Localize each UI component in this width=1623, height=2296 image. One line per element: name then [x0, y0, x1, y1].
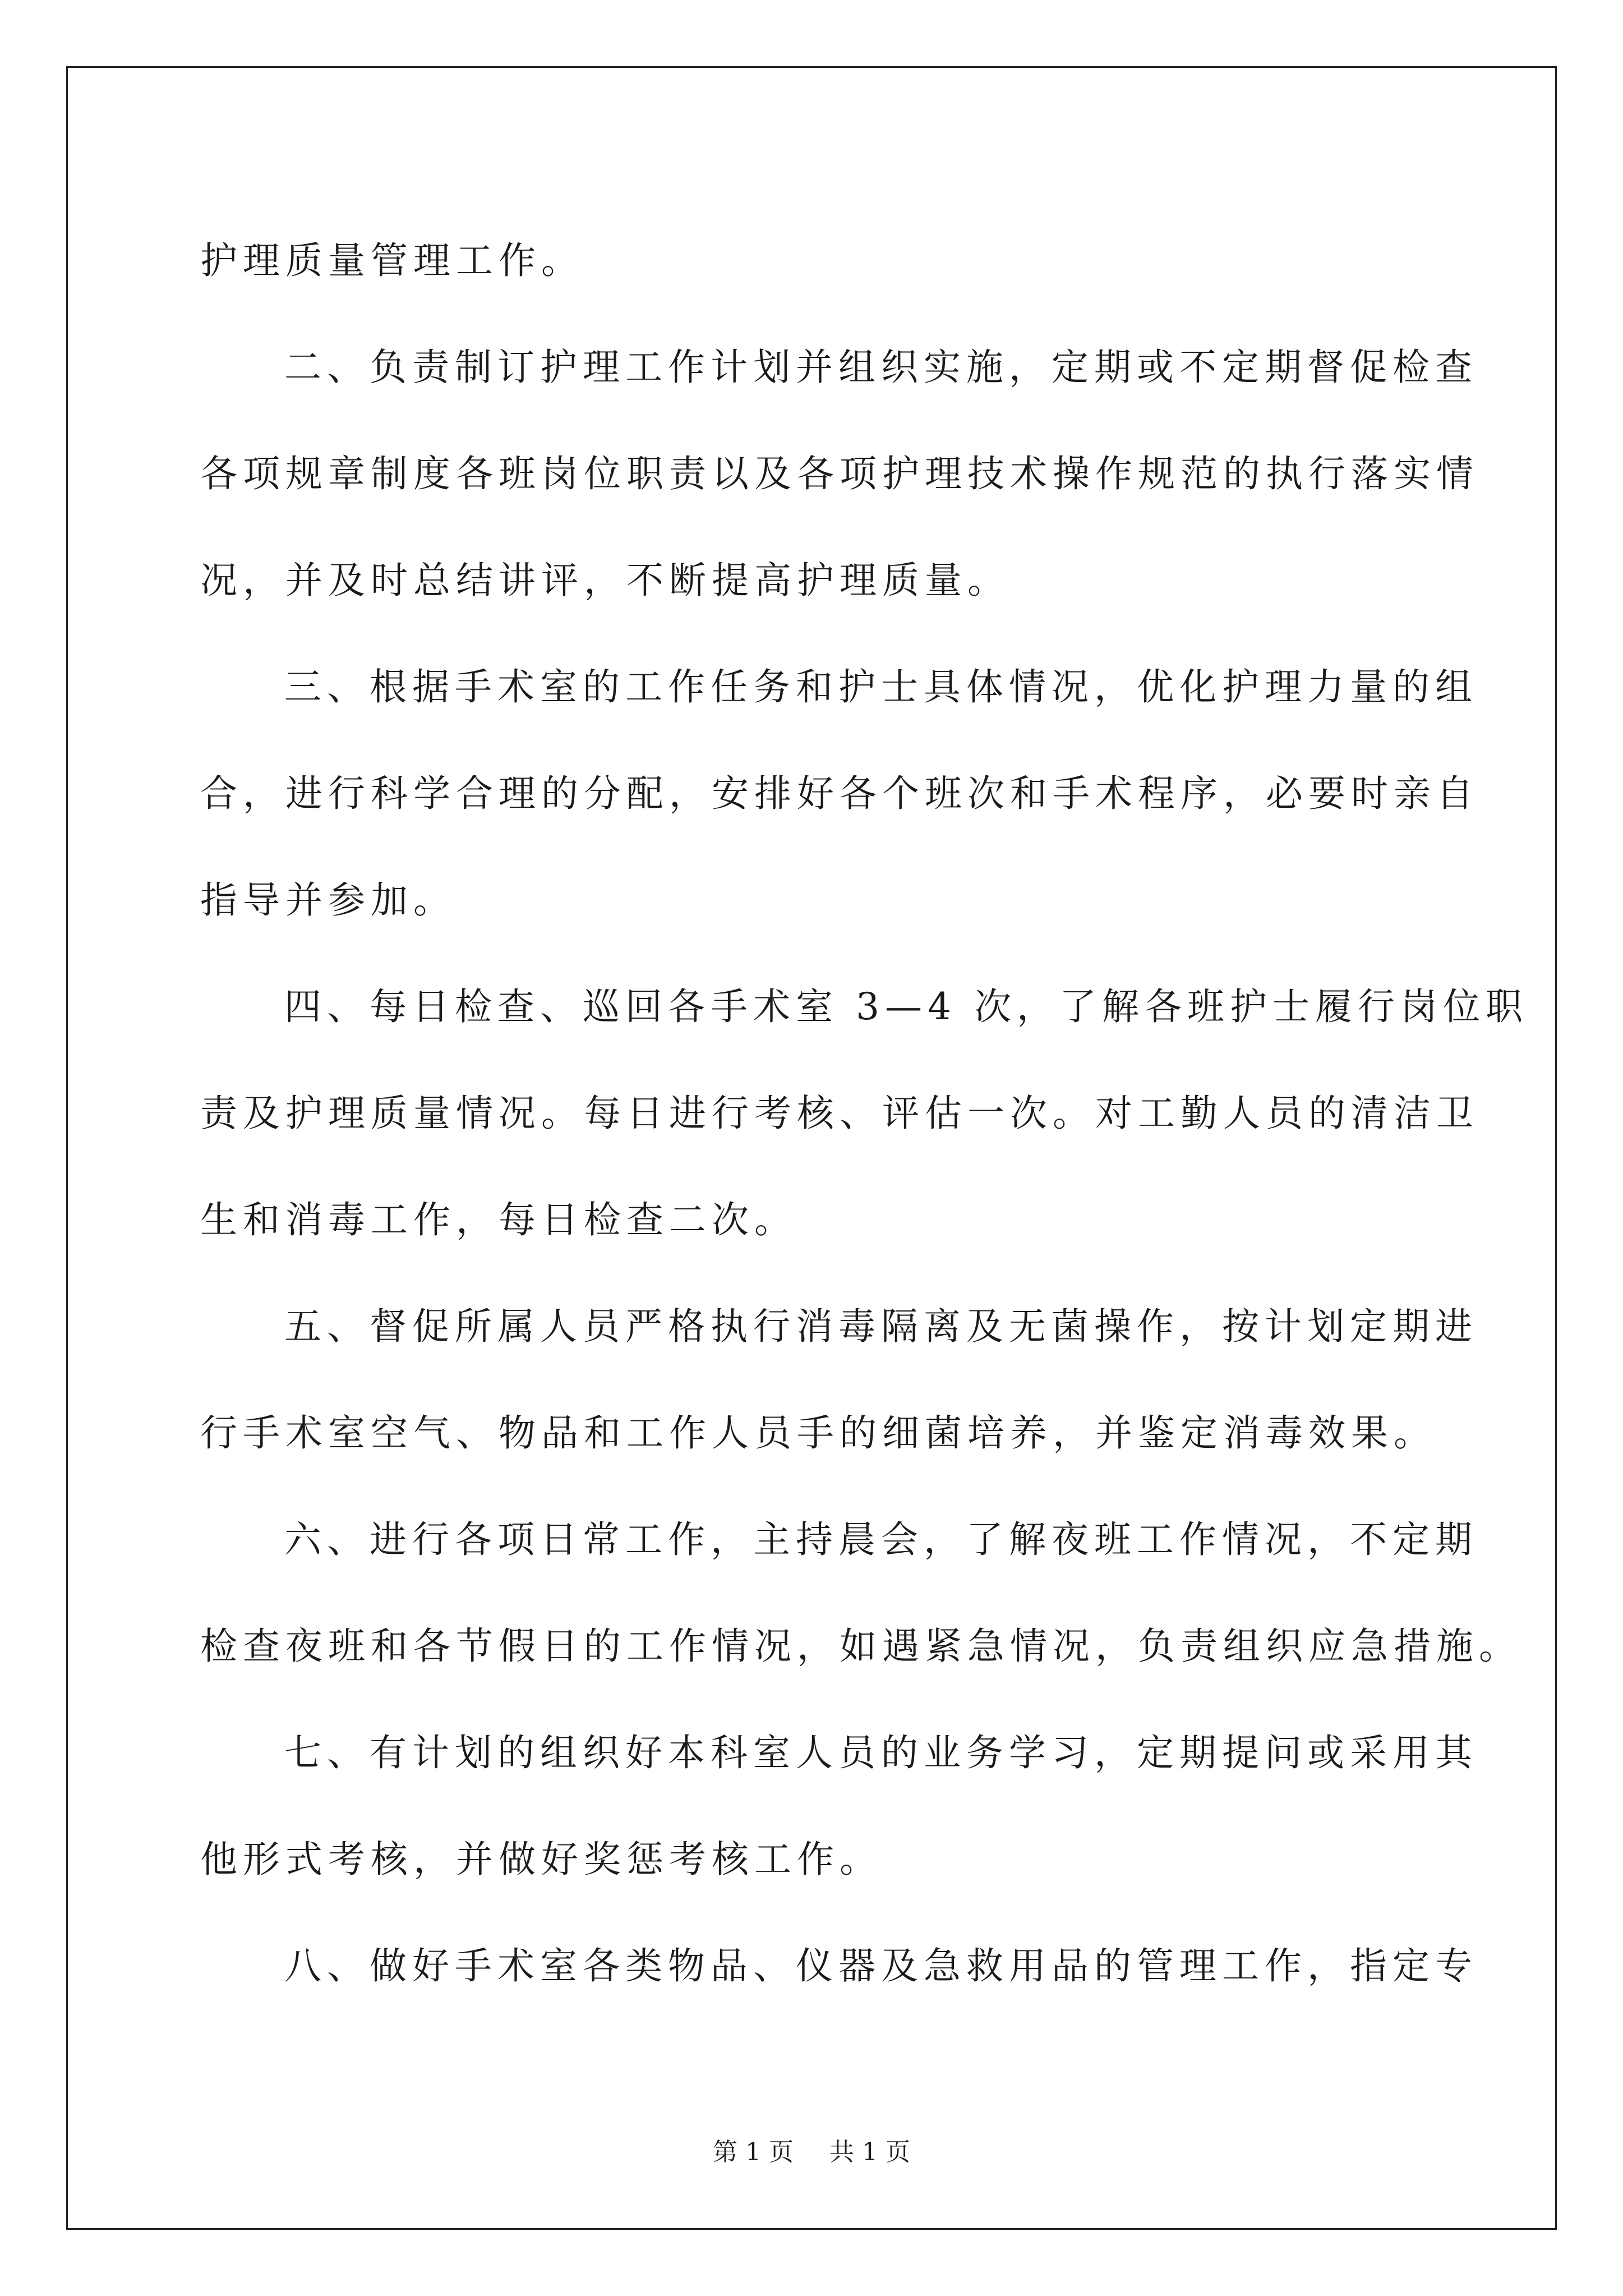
text-line: 责及护理质量情况。每日进行考核、评估一次。对工勤人员的清洁卫 — [200, 1092, 1479, 1135]
text-line: 行手术室空气、物品和工作人员手的细菌培养，并鉴定消毒效果。 — [200, 1411, 1436, 1455]
paragraph-first-line: 五、督促所属人员严格执行消毒隔离及无菌操作，按计划定期进 — [284, 1305, 1478, 1348]
page-number: 第 1 页 — [713, 2138, 794, 2166]
page-total: 共 1 页 — [829, 2138, 910, 2166]
document-body — [200, 208, 1528, 2019]
paragraph-first-line: 八、做好手术室各类物品、仪器及急救用品的管理工作，指定专 — [284, 1944, 1478, 1987]
text-line: 他形式考核，并做好奖惩考核工作。 — [200, 1838, 882, 1881]
text-line: 检查夜班和各节假日的工作情况，如遇紧急情况，负责组织应急措施。 — [200, 1625, 1521, 1668]
text-line: 指导并参加。 — [200, 878, 456, 922]
paragraph-first-line: 六、进行各项日常工作，主持晨会，了解夜班工作情况，不定期 — [284, 1518, 1478, 1561]
text-line: 况，并及时总结讲评，不断提高护理质量。 — [200, 559, 1010, 602]
text-line: 各项规章制度各班岗位职责以及各项护理技术操作规范的执行落实情 — [200, 452, 1479, 495]
text-line: 生和消毒工作，每日检查二次。 — [200, 1198, 797, 1241]
text-line: 合，进行科学合理的分配，安排好各个班次和手术程序，必要时亲自 — [200, 772, 1479, 815]
paragraph-first-line: 三、根据手术室的工作任务和护士具体情况，优化护理力量的组 — [284, 665, 1478, 708]
text-line: 护理质量管理工作。 — [200, 239, 584, 282]
paragraph-first-line: 二、负责制订护理工作计划并组织实施，定期或不定期督促检查 — [284, 346, 1478, 389]
paragraph-first-line: 四、每日检查、巡回各手术室 3—4 次，了解各班护士履行岗位职 — [284, 985, 1528, 1028]
paragraph-first-line: 七、有计划的组织好本科室人员的业务学习，定期提问或采用其 — [284, 1731, 1478, 1774]
page-footer — [0, 2132, 1623, 2168]
